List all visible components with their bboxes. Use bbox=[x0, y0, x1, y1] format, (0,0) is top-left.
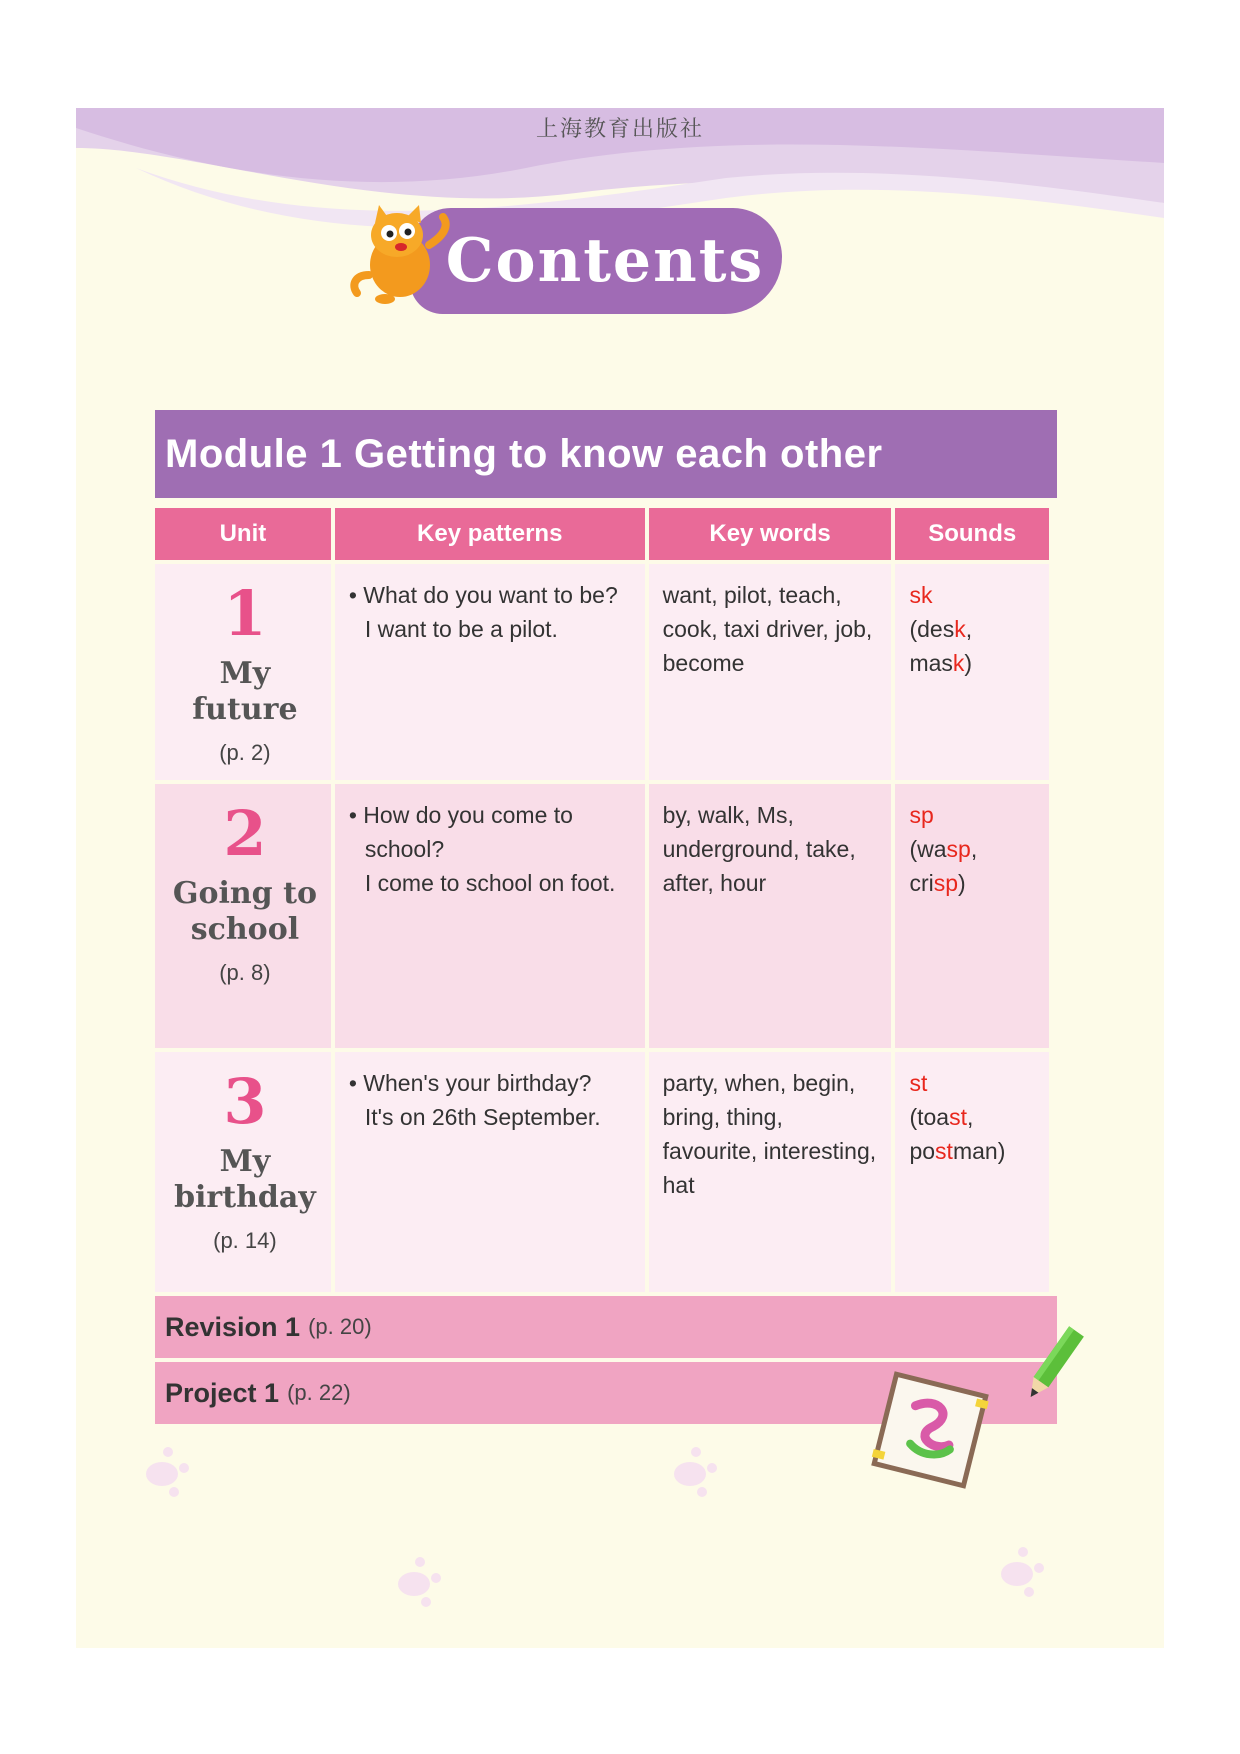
example-word: wasp bbox=[917, 836, 971, 862]
key-patterns-cell bbox=[335, 564, 645, 784]
unit-name: Going to school bbox=[172, 876, 317, 947]
sounds-cell: st (toast, postman) bbox=[895, 1052, 1049, 1296]
sound-letters: sp bbox=[909, 802, 934, 828]
paw-print-icon bbox=[668, 1440, 728, 1500]
pencil-icon bbox=[1018, 1320, 1088, 1410]
unit-cell bbox=[155, 784, 331, 1052]
example-word: crisp bbox=[909, 870, 959, 896]
key-words-cell: party, when, begin, bring, thing, favourite, interesting, hat bbox=[649, 1052, 892, 1296]
contents-title-banner bbox=[410, 208, 782, 314]
publisher-name: 上海教育出版社 bbox=[535, 117, 704, 142]
example-word: postman bbox=[909, 1138, 998, 1164]
pattern-question: • When's your birthday? bbox=[349, 1066, 635, 1100]
pattern-answer: It's on 26th September. bbox=[364, 1104, 601, 1130]
revision-bar[interactable] bbox=[155, 1296, 1057, 1358]
contents-table bbox=[151, 508, 1053, 1296]
cat-mascot-icon bbox=[345, 205, 455, 305]
sounds-cell: sp (wasp, crisp) bbox=[895, 784, 1049, 1052]
sounds-cell: sk (desk, mask) bbox=[895, 564, 1049, 784]
paw-print-icon bbox=[140, 1440, 200, 1500]
example-word: mask bbox=[909, 650, 965, 676]
key-patterns-cell bbox=[335, 1052, 645, 1296]
paw-print-icon bbox=[392, 1550, 452, 1610]
table-row bbox=[155, 784, 1049, 1052]
table-header-row bbox=[155, 508, 1049, 564]
drawing-paper-icon bbox=[870, 1370, 990, 1490]
pattern-question: • How do you come to school? bbox=[349, 798, 635, 866]
sound-letters: st bbox=[909, 1070, 928, 1096]
pattern-answer: I want to be a pilot. bbox=[364, 616, 558, 642]
header-unit: Unit bbox=[155, 508, 331, 564]
unit-page: (p. 2) bbox=[219, 740, 271, 765]
module-heading-bar bbox=[155, 410, 1057, 498]
unit-cell bbox=[155, 564, 331, 784]
unit-cell bbox=[155, 1052, 331, 1296]
page-title: Contents bbox=[445, 226, 765, 296]
header-key-patterns: Key patterns bbox=[335, 508, 645, 564]
key-words-cell: by, walk, Ms, underground, take, after, hour bbox=[649, 784, 892, 1052]
module-title: Module 1 Getting to know each other bbox=[165, 431, 883, 476]
example-word: desk bbox=[917, 616, 966, 642]
pattern-answer: I come to school on foot. bbox=[364, 870, 616, 896]
sound-letters: sk bbox=[909, 582, 933, 608]
table-row bbox=[155, 564, 1049, 784]
project-label: Project 1 bbox=[165, 1377, 280, 1408]
unit-page: (p. 14) bbox=[213, 1228, 277, 1253]
header-sounds: Sounds bbox=[895, 508, 1049, 564]
unit-page: (p. 8) bbox=[219, 960, 271, 985]
header-key-words: Key words bbox=[649, 508, 892, 564]
unit-number: 1 bbox=[223, 577, 267, 650]
unit-name: My birthday bbox=[174, 1144, 316, 1215]
key-patterns-cell bbox=[335, 784, 645, 1052]
unit-number: 2 bbox=[223, 797, 267, 870]
project-page: (p. 22) bbox=[287, 1380, 351, 1405]
paw-print-icon bbox=[995, 1540, 1055, 1600]
example-word: toast bbox=[917, 1104, 967, 1130]
unit-name: My future bbox=[192, 656, 298, 727]
unit-number: 3 bbox=[223, 1065, 267, 1138]
key-words-cell: want, pilot, teach, cook, taxi driver, job, become bbox=[649, 564, 892, 784]
pattern-question: • What do you want to be? bbox=[349, 578, 635, 612]
revision-page: (p. 20) bbox=[308, 1314, 372, 1339]
revision-label: Revision 1 bbox=[165, 1311, 301, 1342]
table-row bbox=[155, 1052, 1049, 1296]
